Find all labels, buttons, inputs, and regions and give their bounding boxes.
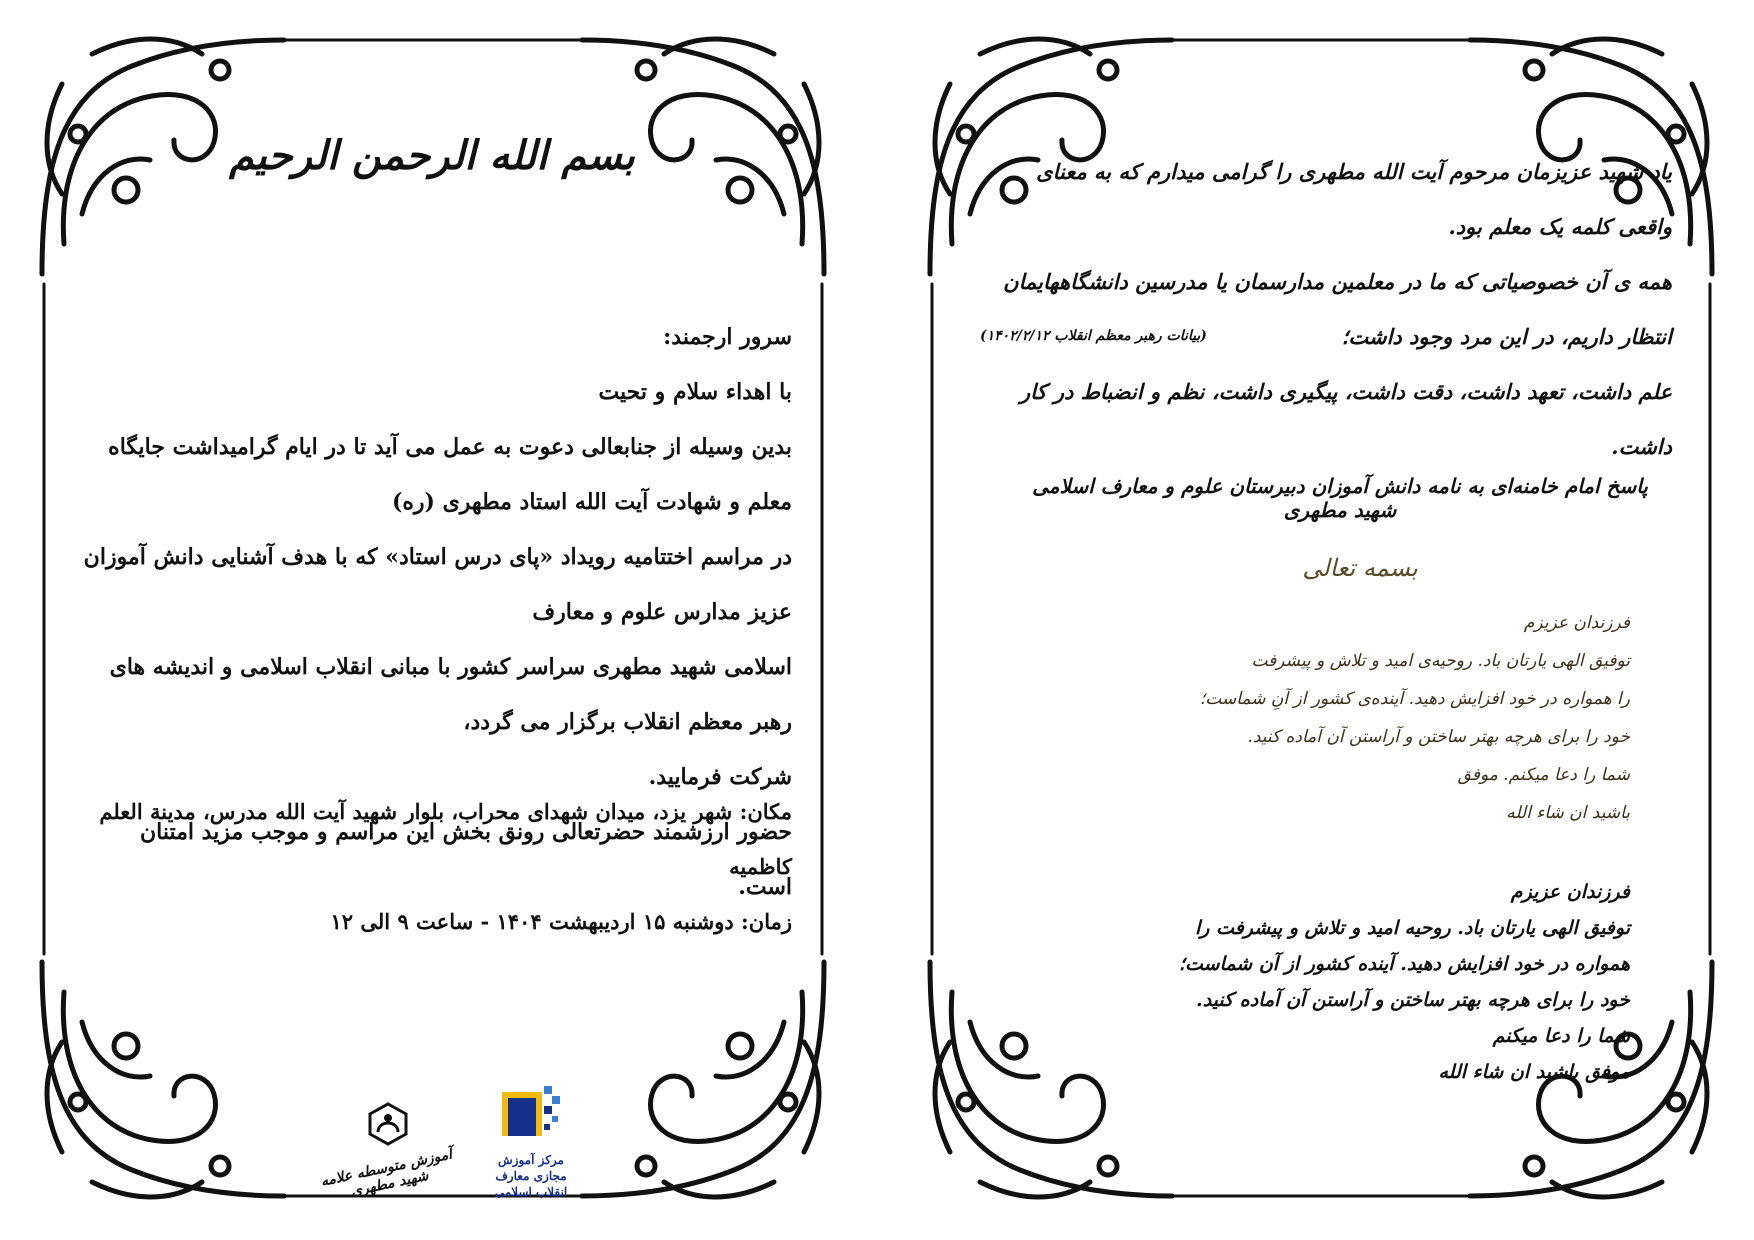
quote-source: (بیانات رهبر معظم انقلاب ۱۴۰۲/۲/۱۲) (980, 328, 1207, 344)
typed-transcript (1100, 874, 1630, 1090)
event-location: مکان: شهر یزد، میدان شهدای محراب، بلوار شهید آیت الله مدرس، مدینة العلم کاظمیه (99, 799, 792, 879)
leader-quote (982, 144, 1672, 474)
body-line: اسلامی شهید مطهری سراسر کشور با مبانی انقلاب اسلامی و اندیشه های رهبر معظم انقلاب برگزار می گردد، (109, 654, 792, 735)
body-line: در مراسم اختتامیه رویداد «پای درس استاد» که با هدف آشنایی دانش آموزان عزیز مدارس علوم و معارف (83, 544, 792, 625)
reply-title: پاسخ امام خامنه‌ای به نامه دانش آموزان دبیرستان علوم و معارف اسلامی شهید مطهری (1032, 474, 1648, 522)
body-line: بدین وسیله از جنابعالی دعوت به عمل می آید تا در ایام گرامیداشت جایگاه معلم و شهادت آیت الله استاد مطهری (ره) (108, 434, 792, 515)
quote-line: همه ی آن خصوصیاتی که ما در معلمین مدارسمان یا مدرسین دانشگاههایمان انتظار داریم، در این مرد وجود داشت؛ (1003, 269, 1672, 349)
body-line: شرکت فرمایید. (648, 764, 792, 790)
transcript-line: فرزندان عزیزم (1510, 881, 1630, 903)
transcript-line: همواره در خود افزایش دهید. آینده کشور از آن شماست؛ (1178, 953, 1630, 975)
handwritten-line: فرزندان عزیزم (1523, 613, 1630, 633)
greeting: با اهداء سلام و تحیت (598, 379, 792, 405)
motahari-school-logo (318, 1102, 458, 1202)
handwritten-note (1090, 604, 1630, 832)
book-logo-icon (500, 1082, 562, 1146)
transcript-line: شما را دعا میکنم (1492, 1025, 1630, 1047)
salutation: سرور ارجمند: (663, 324, 792, 350)
virtual-education-center-logo (484, 1082, 578, 1202)
emblem-icon (366, 1102, 410, 1146)
logo-caption: مرکز آموزش مجازی معارف انقلاب اسلامی (494, 1153, 568, 1199)
invitation-card (22, 14, 844, 1222)
quote-line: علم داشت، تعهد داشت، دقت داشت، پیگیری داشت، نظم و انضباط در کار داشت. (1019, 379, 1672, 459)
event-time: زمان: دوشنبه ۱۵ اردیبهشت ۱۴۰۴ - ساعت ۹ الی ۱۲ (330, 909, 792, 934)
logo-caption: آموزش متوسطه علامه شهید مطهری (319, 1146, 454, 1200)
handwritten-basmala: بسمه تعالی (1302, 554, 1418, 582)
transcript-line: موفق باشید ان شاء الله (1438, 1061, 1630, 1083)
handwritten-line: شما را دعا میکنم. موفق (1457, 765, 1630, 785)
event-details (80, 784, 792, 949)
quote-line: یاد شهید عزیزمان مرحوم آیت الله مطهری را گرامی میدارم که به معنای واقعی کلمه یک معلم بود. (1036, 159, 1672, 239)
transcript-line: خود را برای هرچه بهتر ساختن و آراستن آن آماده کنید. (1196, 989, 1630, 1011)
handwritten-line: باشید ان شاء الله (1506, 803, 1630, 823)
transcript-line: توفیق الهی یارتان باد. روحیه امید و تلاش و پیشرفت را (1194, 917, 1630, 939)
logos (318, 1082, 578, 1202)
handwritten-line: را همواره در خود افزایش دهید. آینده‌ی کشور از آنِ شماست؛ (1199, 689, 1630, 709)
handwritten-line: خود را برای هرچه بهتر ساختن و آراستن آن آماده کنید. (1247, 727, 1630, 747)
handwritten-line: توفیق الهی یارتان باد. روحیه‌ی امید و تلاش و پیشرفت (1251, 651, 1630, 671)
closing-line: حضور ارزشمند حضرتعالی رونق بخش این مراسم و موجب مزید امتنان است. (139, 819, 792, 900)
reply-card (910, 14, 1732, 1222)
basmala-heading: بسم الله الرحمن الرحیم (229, 132, 635, 179)
